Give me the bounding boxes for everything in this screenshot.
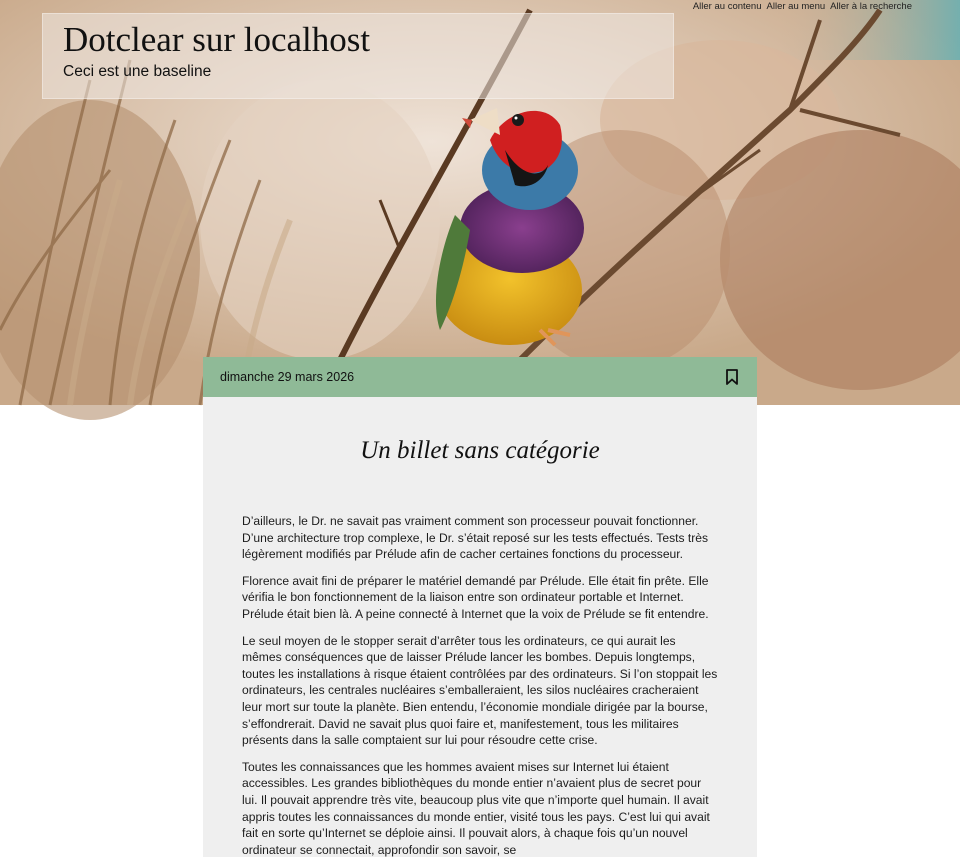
site-title-link[interactable]: Dotclear sur localhost (63, 20, 371, 59)
post-card (203, 357, 757, 857)
post-title: Un billet sans catégorie (360, 437, 600, 464)
post-paragraph: Toutes les connaissances que les hommes avaient mises sur Internet lui étaient accessibles. Les grandes bibliothèques du monde entier n’avaient plus de secret pour lui. Il pouvait apprendre très vite, beaucoup plus vite que n’importe quel humain. Il avait appris toutes les connaissances du monde entier, visité tous les pays. C’est lui qui avait fait en sorte qu’Internet se déploie ainsi. Il pouvait alors, à chaque fois qu’un nouvel ordinateur se connectait, approfondir son savoir, se (242, 759, 710, 857)
site-description: Ceci est une baseline (63, 63, 212, 80)
post-date-bar (203, 357, 757, 397)
post-paragraph: Florence avait fini de préparer le matériel demandé par Prélude. Elle était fin prête. Elle vérifia le bon fonctionnement de la liaison entre son ordinateur portable et Internet. Prélude était bien là. A peine connecté à Internet que la voix de Prélude se fit entendre. (242, 573, 709, 621)
skip-to-search-link[interactable]: Aller à la recherche (830, 1, 912, 12)
post-paragraph: Le seul moyen de le stopper serait d’arrêter tous les ordinateurs, ce qui aurait les mêmes conséquences que de laisser Prélude lancer les bombes. Depuis longtemps, toutes les installations à risque étaient contrôlées par des ordinateurs. Si l’on stoppait les ordinateurs, les centrales nucléaires s’emballeraient, les silos nucléaires cracheraient leur mort sur toute la planète. Bien entendu, l’économie mondiale dirigée par la bourse, s’effondrerait. David ne savait plus quoi faire et, manifestement, tous les militaires présents dans la salle comptaient sur lui pour résoudre cette crise. (242, 633, 718, 748)
bookmark-icon[interactable] (724, 367, 740, 387)
hero-banner (0, 0, 960, 405)
post-date: dimanche 29 mars 2026 (220, 370, 355, 384)
skip-to-content-link[interactable]: Aller au contenu (692, 1, 762, 12)
post-content (242, 513, 718, 868)
post-paragraph: D’ailleurs, le Dr. ne savait pas vraiment comment son processeur pouvait fonctionner. D’une architecture trop complexe, le Dr. s’était reposé sur les tests effectués. Tests très légèrement modifiés par Prélude afin de cacher certaines fonctions du processeur. (242, 514, 709, 562)
site-header (42, 13, 674, 99)
skip-links (693, 1, 912, 12)
skip-to-menu-link[interactable]: Aller au menu (766, 1, 826, 12)
